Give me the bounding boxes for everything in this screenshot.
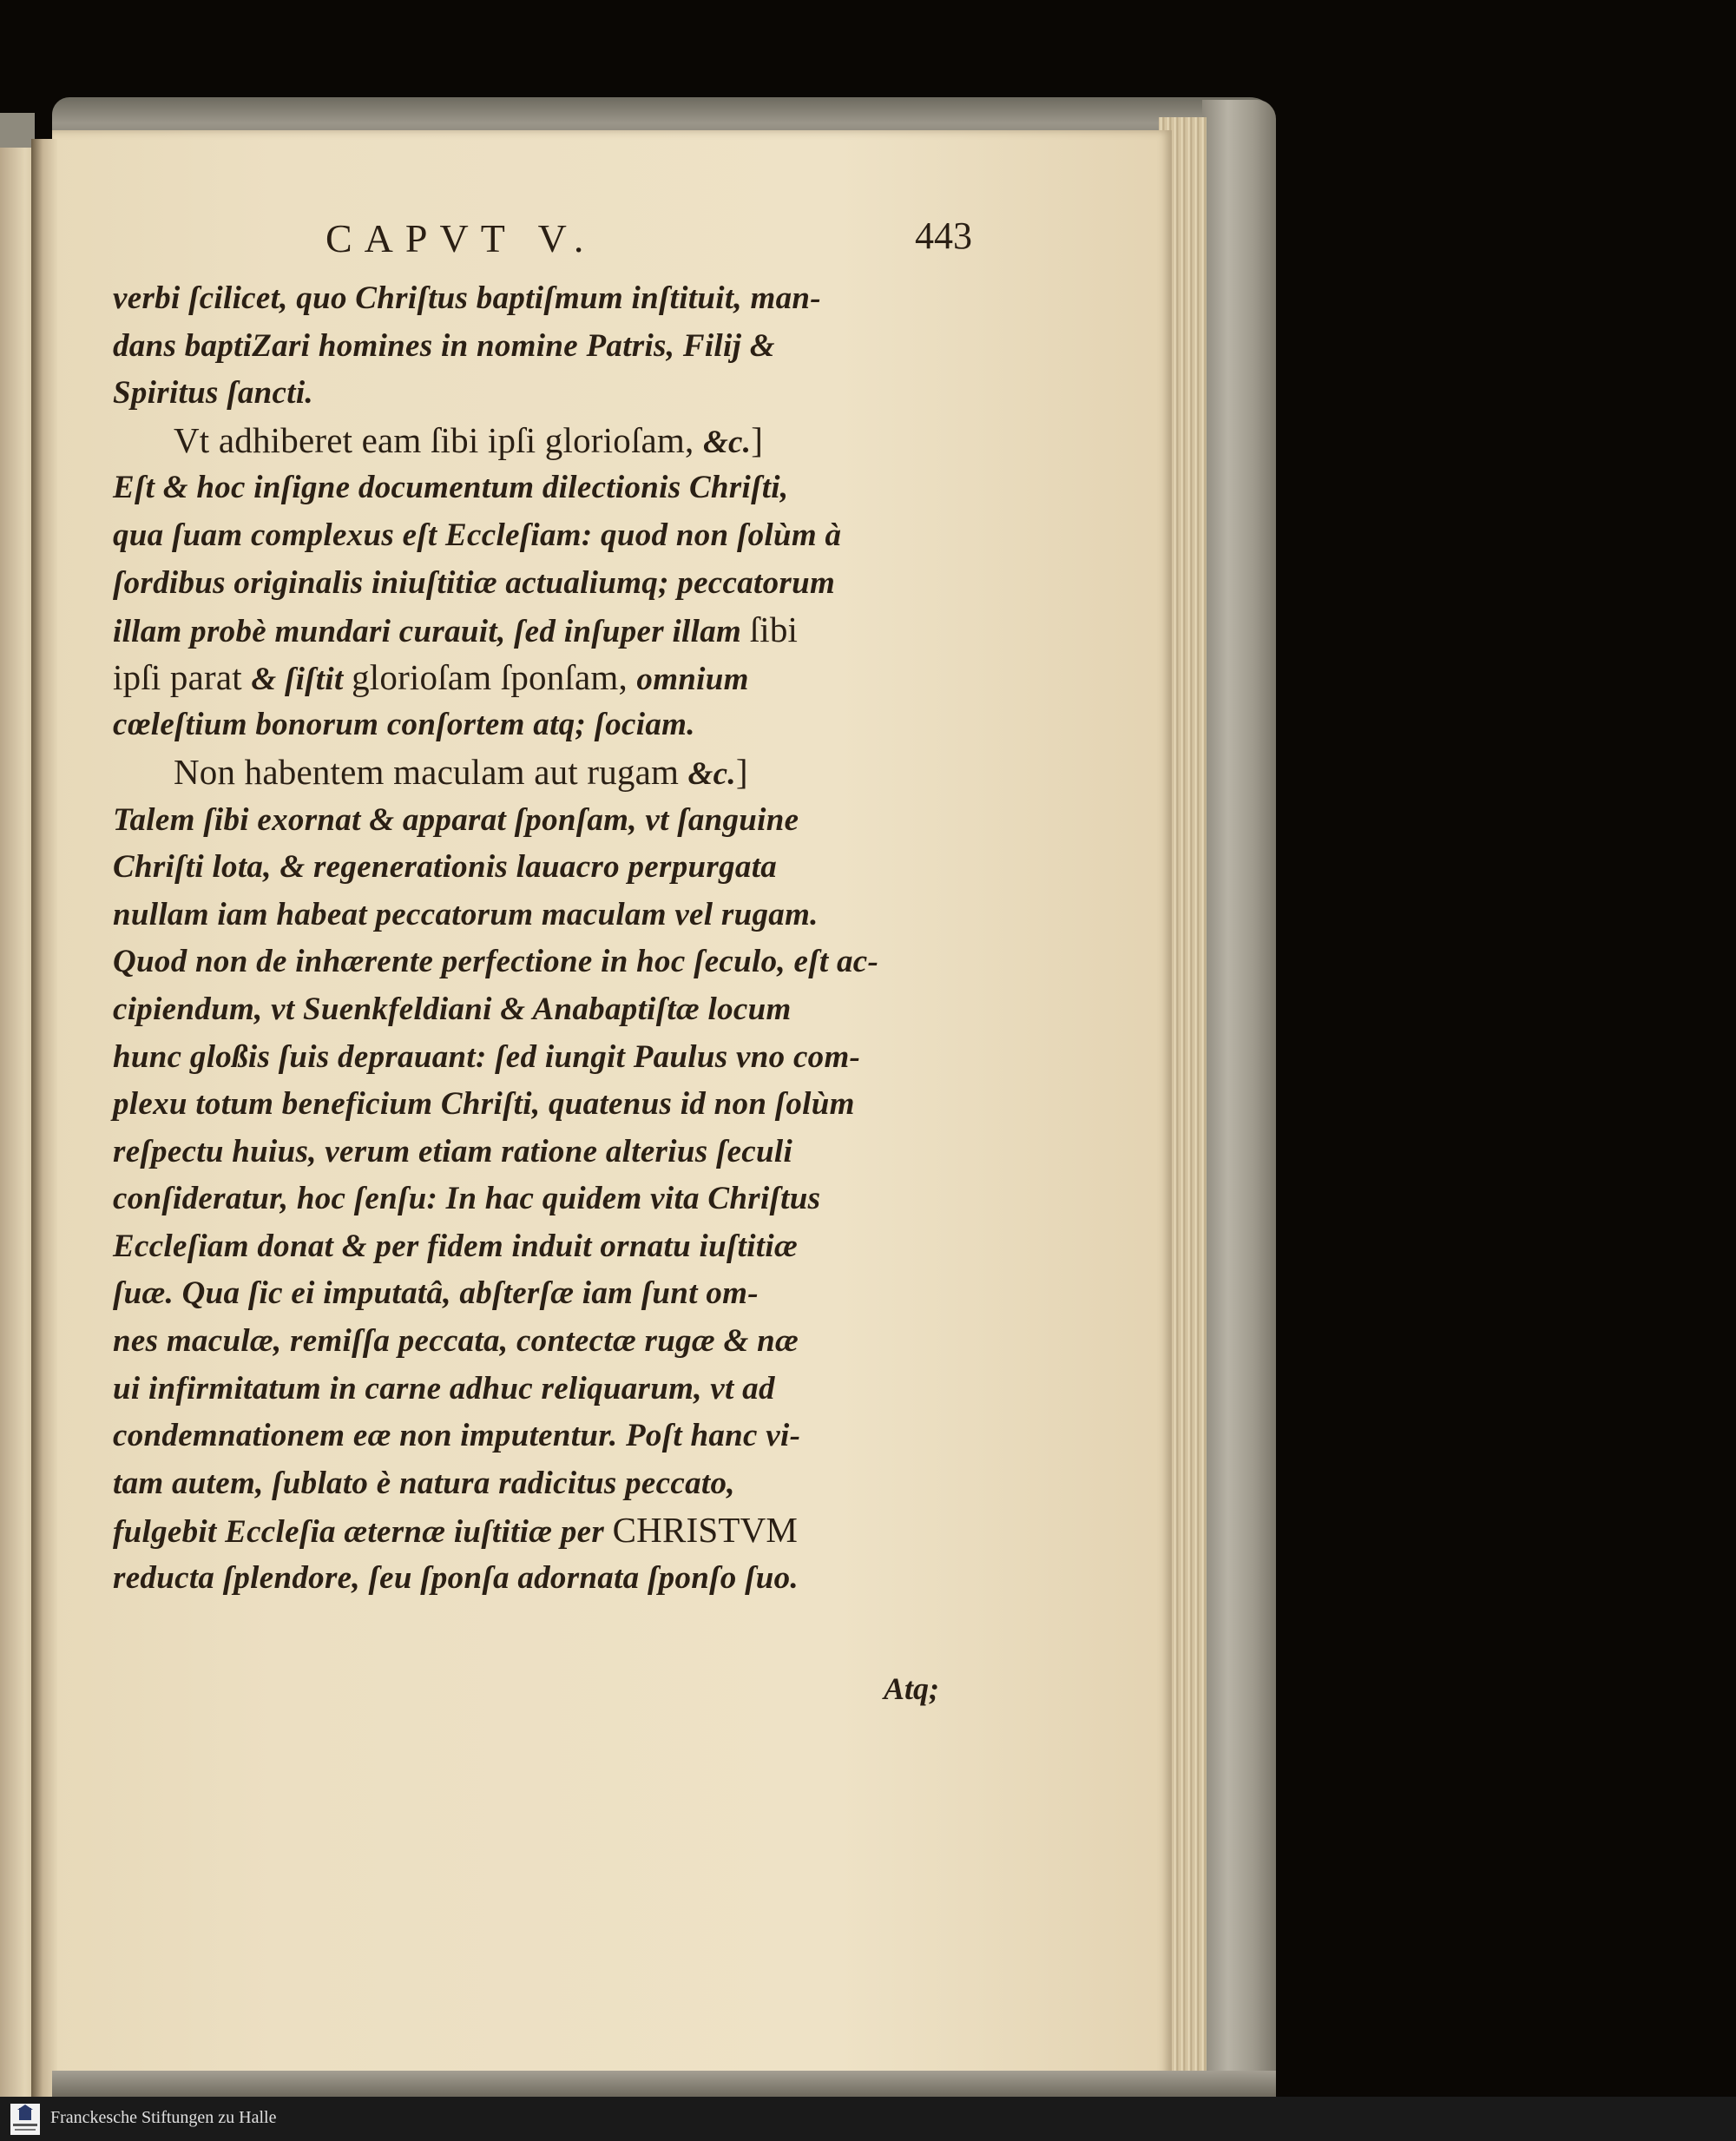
catchword: Atq;	[884, 1671, 940, 1706]
text-line	[113, 1269, 946, 1317]
page-gutter	[31, 139, 57, 2097]
italic-text-run: ſuæ. Qua ſic ei imputatâ, abſterſæ iam ſunt om-	[113, 1275, 759, 1312]
running-head	[113, 214, 972, 269]
italic-text-run: Spiritus ſancti.	[113, 375, 313, 412]
text-line	[113, 748, 946, 796]
text-line	[113, 1317, 946, 1365]
text-line	[113, 985, 946, 1033]
italic-text-run: ſordibus originalis iniuſtitiæ actualiumq; peccatorum	[113, 564, 836, 601]
italic-text-run: cipiendum, vt Suenkfeldiani & Anabaptiſtæ locum	[113, 991, 792, 1027]
roman-text-run: Vt adhiberet eam ſibi ipſi glorioſam,	[174, 419, 703, 460]
book-cover-right-edge	[1202, 100, 1276, 2097]
italic-text-run: nes maculæ, remiſſa peccata, contectæ rugæ & næ	[113, 1323, 799, 1360]
text-line	[113, 274, 946, 322]
italic-text-run: nullam iam habeat peccatorum maculam vel rugam.	[113, 896, 819, 932]
text-line	[113, 1459, 946, 1507]
roman-text-run: ipſi parat	[113, 656, 252, 697]
italic-text-run: &c.	[702, 424, 752, 460]
italic-text-run: Chriſti lota, & regenerationis lauacro perpurgata	[113, 849, 778, 886]
text-line	[113, 1554, 946, 1602]
roman-text-run: ]	[735, 751, 748, 792]
italic-text-run: Quod non de inhærente perfectione in hoc ſeculo, eſt ac-	[113, 944, 879, 980]
text-line	[113, 511, 946, 559]
italic-text-run: omnium	[636, 661, 749, 697]
body-text	[113, 274, 946, 1602]
italic-text-run: reducta ſplendore, ſeu ſponſa adornata ſponſo ſuo.	[113, 1560, 799, 1597]
italic-text-run: dans baptiZari homines in nomine Patris, Filij &	[113, 327, 775, 364]
italic-text-run: illam probè mundari curauit, ſed inſuper illam	[113, 614, 750, 650]
text-line	[113, 891, 946, 939]
text-line	[113, 417, 946, 464]
italic-text-run: condemnationem eæ non imputentur. Poſt hanc vi-	[113, 1418, 801, 1454]
italic-text-run: reſpectu huius, verum etiam ratione alterius ſeculi	[113, 1133, 793, 1169]
italic-text-run: & ſiſtit	[251, 661, 352, 697]
italic-text-run: Eſt & hoc inſigne documentum dilectionis Chriſti,	[113, 470, 789, 506]
roman-text-run: ſibi	[749, 609, 799, 650]
book-bottom-edge	[52, 2071, 1276, 2097]
roman-text-run: Non habentem maculam aut rugam	[174, 751, 688, 792]
library-logo-icon	[10, 2104, 40, 2135]
text-line	[113, 796, 946, 844]
library-name: Franckesche Stiftungen zu Halle	[50, 2108, 277, 2127]
text-line	[113, 1412, 946, 1459]
text-line	[113, 559, 946, 607]
text-line	[113, 1222, 946, 1270]
text-line	[113, 1365, 946, 1413]
italic-text-run: cœleſtium bonorum conſortem atq; ſociam.	[113, 707, 695, 743]
roman-text-run: CHRISTVM	[612, 1510, 799, 1551]
text-line	[113, 322, 946, 370]
italic-text-run: plexu totum beneficium Chriſti, quatenus id non ſolùm	[113, 1086, 855, 1123]
italic-text-run: Eccleſiam donat & per fidem induit ornatu iuſtitiæ	[113, 1228, 798, 1264]
page-number: 443	[915, 214, 972, 257]
text-line	[113, 1033, 946, 1081]
text-line	[113, 1128, 946, 1176]
library-footer-bar	[0, 2097, 1736, 2141]
text-line	[113, 1080, 946, 1128]
roman-text-run: ]	[751, 419, 764, 460]
italic-text-run: ui infirmitatum in carne adhuc reliquarum, vt ad	[113, 1370, 775, 1406]
text-line	[113, 464, 946, 511]
italic-text-run: Talem ſibi exornat & apparat ſponſam, vt ſanguine	[113, 801, 799, 838]
text-line	[113, 843, 946, 891]
italic-text-run: verbi ſcilicet, quo Chriſtus baptiſmum inſtituit, man-	[113, 280, 821, 316]
italic-text-run: tam autem, ſublato è natura radicitus peccato,	[113, 1465, 735, 1501]
text-line	[113, 938, 946, 985]
text-line	[113, 1175, 946, 1222]
italic-text-run: conſideratur, hoc ſenſu: In hac quidem vita Chriſtus	[113, 1181, 821, 1217]
roman-text-run: glorioſam ſponſam,	[352, 656, 637, 697]
italic-text-run: qua ſuam complexus eſt Eccleſiam: quod non ſolùm à	[113, 517, 842, 553]
text-line	[113, 701, 946, 748]
page-text-block	[113, 214, 972, 1602]
text-line	[113, 369, 946, 417]
text-line	[113, 654, 946, 702]
italic-text-run: &c.	[687, 755, 736, 792]
chapter-title: CAPVT V.	[326, 216, 596, 260]
italic-text-run: fulgebit Eccleſia æternæ iuſtitiæ per	[113, 1514, 613, 1551]
text-line	[113, 606, 946, 654]
italic-text-run: hunc gloßis ſuis deprauant: ſed iungit Paulus vno com-	[113, 1038, 861, 1075]
text-line	[113, 1506, 946, 1554]
